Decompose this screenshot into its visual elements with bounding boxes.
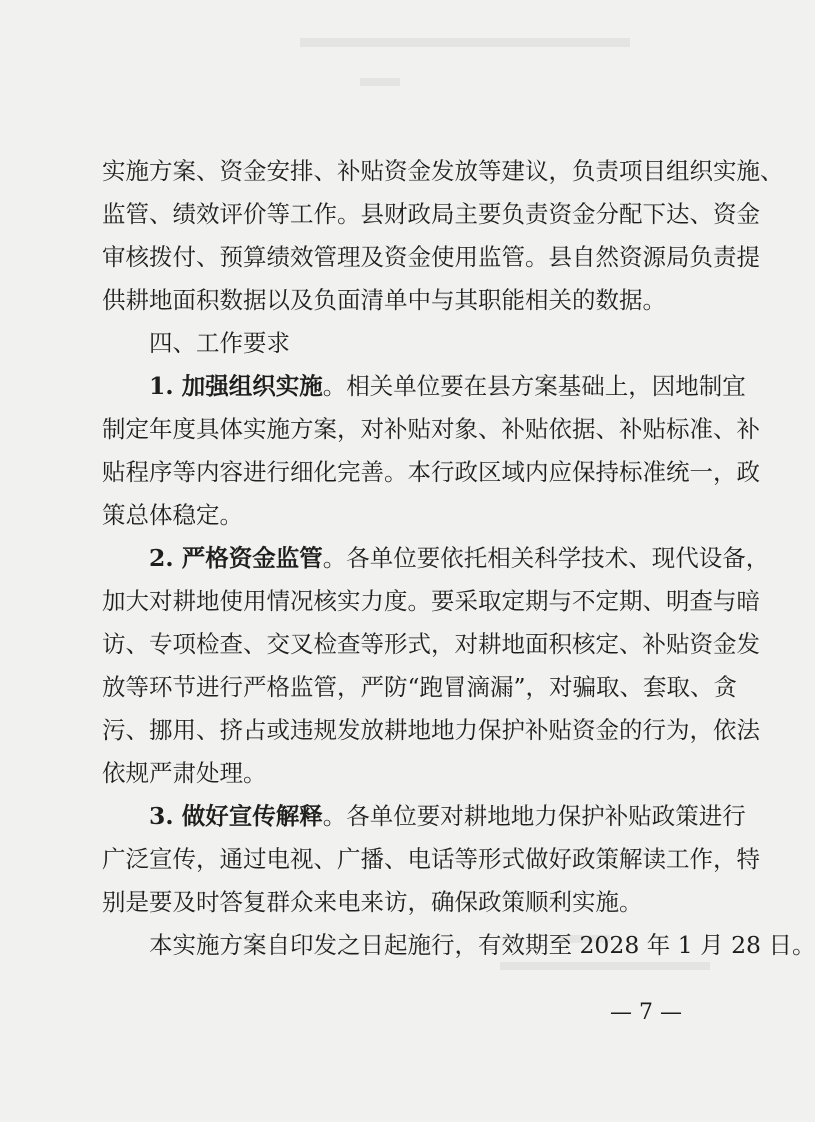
item3-title: 3. 做好宣传解释 — [149, 802, 323, 830]
item2-line-3: 访、专项检查、交叉检查等形式，对耕地面积核定、补贴资金发 — [102, 630, 760, 658]
item2-line-2: 加大对耕地使用情况核实力度。要采取定期与不定期、明查与暗 — [102, 587, 760, 615]
item3-line-3: 别是要及时答复群众来电来访，确保政策顺利实施。 — [102, 888, 643, 916]
item2-title: 2. 严格资金监管 — [149, 544, 323, 572]
section-heading: 四、工作要求 — [149, 329, 290, 357]
bleed-through-top — [300, 38, 630, 47]
item2-line-6: 依规严肃处理。 — [102, 759, 267, 787]
item3-first-line — [102, 795, 746, 838]
effective-note: 本实施方案自印发之日起施行，有效期至 2028 年 1 月 28 日。 — [149, 931, 815, 959]
item2-line-5: 污、挪用、挤占或违规发放耕地地力保护补贴资金的行为，依法 — [102, 716, 760, 744]
item3-line-2: 广泛宣传，通过电视、广播、电话等形式做好政策解读工作，特 — [102, 845, 760, 873]
body-line-1: 实施方案、资金安排、补贴资金发放等建议，负责项目组织实施、 — [102, 157, 784, 185]
page-number-row — [0, 1000, 794, 1025]
body-line-4: 供耕地面积数据以及负面清单中与其职能相关的数据。 — [102, 286, 666, 314]
item1-title: 1. 加强组织实施 — [149, 372, 323, 400]
body-line-3: 审核拨付、预算绩效管理及资金使用监管。县自然资源局负责提 — [102, 243, 760, 271]
item3-rest: 。各单位要对耕地地力保护补贴政策进行 — [322, 802, 746, 830]
item2-line-4: 放等环节进行严格监管，严防“跑冒滴漏”，对骗取、套取、贪 — [102, 673, 738, 701]
body-line-2: 监管、绩效评价等工作。县财政局主要负责资金分配下达、资金 — [102, 200, 760, 228]
item1-rest: 。相关单位要在县方案基础上，因地制宜 — [322, 372, 746, 400]
bleed-through-top-2 — [360, 78, 400, 86]
page-number: — 7 — — [610, 1000, 682, 1025]
item1-line-2: 制定年度具体实施方案，对补贴对象、补贴依据、补贴标准、补 — [102, 415, 760, 443]
item2-first-line — [102, 537, 770, 580]
item1-first-line — [102, 365, 746, 408]
item2-rest: 。各单位要依托相关科学技术、现代设备， — [322, 544, 770, 572]
item1-line-4: 策总体稳定。 — [102, 501, 243, 529]
item1-line-3: 贴程序等内容进行细化完善。本行政区域内应保持标准统一，政 — [102, 458, 760, 486]
